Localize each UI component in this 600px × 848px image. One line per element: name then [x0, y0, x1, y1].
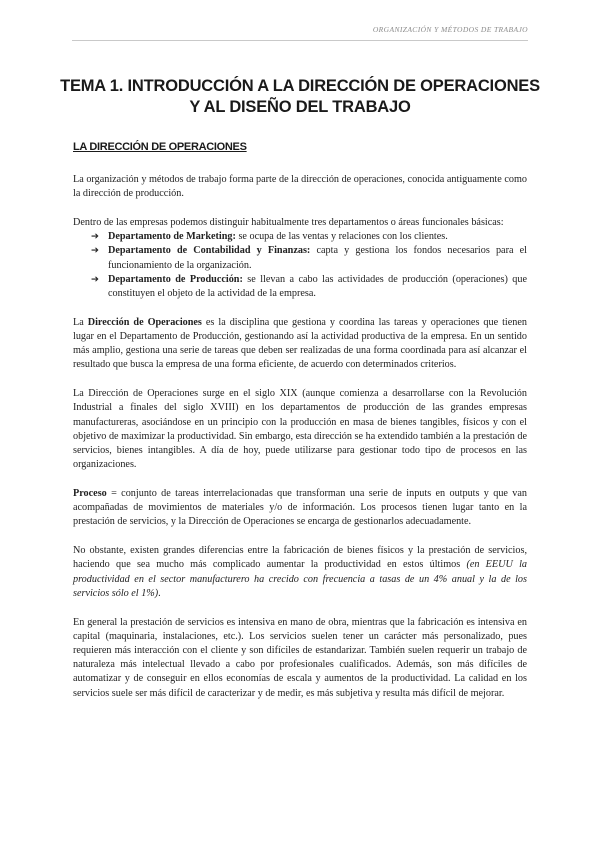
document-body — [73, 173, 527, 715]
paragraph-differences — [73, 544, 527, 601]
arrow-right-icon: ➔ — [91, 273, 99, 285]
paragraph-history: La Dirección de Operaciones surge en el siglo XIX (aunque comienza a desarrollarse con la Revolución Industrial a finales del siglo XVIII) en los departamentos de producción de las grandes empresas manufactureras, asociándose en un principio con la producción en masa de bienes tangibles, físicos y con el objetivo de maximizar la productividad. Sin embargo, esta dirección se ha extendido también a la prestación de servicios, bienes intangibles. A día de hoy, puede utilizarse para gestionar todo tipo de procesos en las organizaciones. — [73, 388, 527, 471]
departments-list — [73, 230, 527, 301]
text-run: es la disciplina que gestiona y coordina las tareas y operaciones que tienen lugar en el Departamento de Producción, gestionando así la actividad productiva de la empresa. En un sentido más amplio, gestiona una serie de tareas que deben ser realizadas de una forma coordinada para así alcanzar el resultado que busca la empresa de una forma eficiente, de acuerdo con determinados criterios. — [73, 316, 527, 371]
list-item — [91, 273, 527, 301]
term-operations-management: Dirección de Operaciones — [87, 316, 202, 328]
productivity-note: (en EEUU la productividad en el sector manufacturero ha crecido con frecuencia a tasas de un 4% anual y la de los servicios sólo el 1%) — [73, 559, 528, 599]
section-heading: LA DIRECCIÓN DE OPERACIONES — [73, 141, 247, 153]
paragraph-departments-intro: Dentro de las empresas podemos distinguir habitualmente tres departamentos o áreas funcionales básicas: — [73, 217, 504, 228]
title-line-1: TEMA 1. INTRODUCCIÓN A LA DIRECCIÓN DE OPERACIONES — [60, 77, 540, 95]
title-line-2: Y AL DISEÑO DEL TRABAJO — [189, 98, 411, 116]
list-item — [91, 244, 527, 272]
paragraph-operations-definition — [73, 316, 527, 373]
department-name: Departamento de Producción: — [108, 273, 243, 285]
text-run: . — [158, 587, 161, 599]
arrow-right-icon: ➔ — [91, 245, 99, 257]
running-header: ORGANIZACIÓN Y MÉTODOS DE TRABAJO — [372, 25, 528, 34]
department-description: capta y gestiona los fondos necesarios para el funcionamiento de la organización. — [108, 245, 527, 271]
paragraph-process — [73, 487, 527, 530]
department-description: se llevan a cabo las actividades de producción (operaciones) que constituyen el objeto de la actividad de la empresa. — [108, 273, 528, 300]
text-run: = conjunto de tareas interrelacionadas que transforman una serie de inputs en outputs y que van acompañadas de movimientos de materiales y/o de información. Los procesos tienen lugar tanto en la prestación de servicios, y la Dirección de Operaciones se encarga de gestionarlos adecuadamente. — [73, 488, 527, 528]
document-title — [60, 76, 540, 118]
department-name: Departamento de Contabilidad y Finanzas: — [108, 245, 311, 257]
department-name: Departamento de Marketing: — [108, 231, 236, 243]
department-description: se ocupa de las ventas y relaciones con los clientes. — [235, 231, 448, 243]
list-item — [91, 230, 527, 244]
text-run: La — [73, 316, 88, 328]
arrow-right-icon: ➔ — [91, 231, 99, 243]
paragraph-intro: La organización y métodos de trabajo forma parte de la dirección de operaciones, conocida antiguamente como la dirección de producción. — [73, 174, 527, 200]
header-divider — [72, 40, 528, 41]
paragraph-services: En general la prestación de servicios es intensiva en mano de obra, mientras que la fabricación es intensiva en capital (maquinaria, instalaciones, etc.). Los servicios suelen tener un carácter más personalizado, pues requieren más interacción con el cliente y son difíciles de estandarizar. También suelen requerir un trabajo de naturaleza más intelectual llevado a cabo por profesionales cualificados. Además, son más difíciles de automatizar y de conseguir en ellos economías de escala y aumentos de la productividad. La calidad en los servicios suele ser más difícil de caracterizar y de medir, es más subjetiva y resulta más difícil de mejorar. — [73, 616, 527, 699]
text-run: No obstante, existen grandes diferencias entre la fabricación de bienes físicos y la prestación de servicios, haciendo que sea mucho más complicado aumentar la productividad en estos últimos — [73, 545, 527, 571]
term-process: Proceso — [73, 488, 107, 500]
